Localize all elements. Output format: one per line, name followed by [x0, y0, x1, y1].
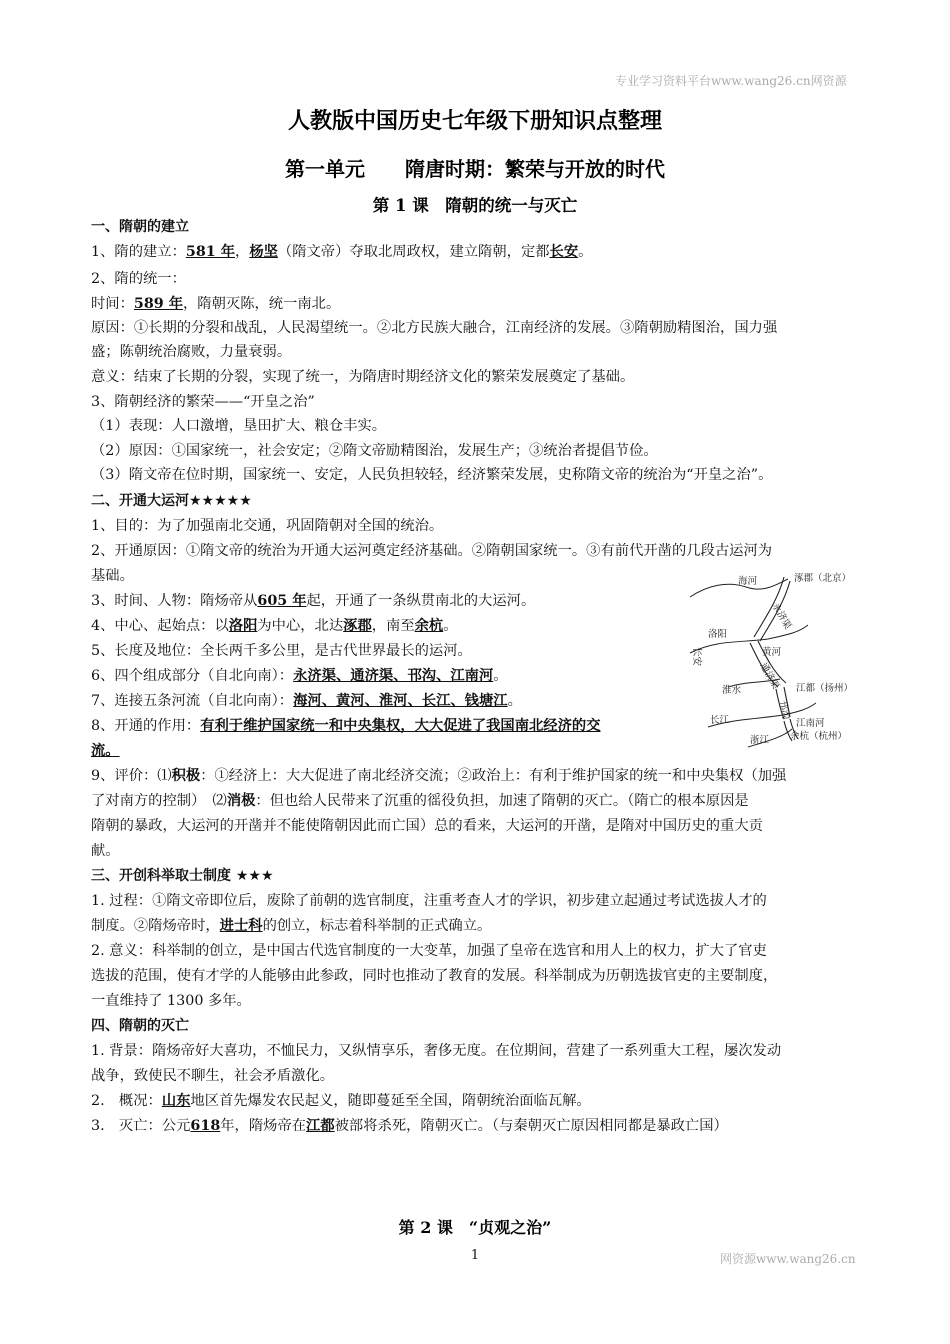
text-line: 献。 [91, 843, 120, 859]
section-1-heading: 一、隋朝的建立 [91, 219, 189, 235]
map-label: 通济渠 [757, 661, 782, 692]
text-line: 5、长度及地位：全长两千多公里，是古代世界最长的运河。 [91, 643, 472, 659]
map-label: 江都（扬州） [796, 683, 854, 694]
text-line: 1、目的：为了加强南北交通，巩固隋朝对全国的统治。 [91, 518, 444, 534]
unit-title: 第一单元 隋唐时期：繁荣与开放的时代 [285, 157, 665, 181]
map-label: 淮水 [722, 685, 742, 696]
section-4-heading: 四、隋朝的灭亡 [91, 1018, 189, 1034]
section-2-heading: 二、开通大运河★★★★★ [91, 493, 252, 509]
document-title: 人教版中国历史七年级下册知识点整理 [287, 109, 662, 134]
map-label: 邗沟 [777, 699, 792, 721]
text-line: 8、开通的作用：有利于维护国家统一和中央集权，大大促进了我国南北经济的交 [91, 718, 601, 734]
text-line: 选拔的范围，使有才学的人能够由此参政，同时也推动了教育的发展。科举制成为历朝选拔官吏的主要制度， [91, 968, 778, 984]
map-label: 长江 [710, 715, 730, 726]
map-label: 浙江 [750, 735, 770, 746]
text-line: 一直维持了 1300 多年。 [91, 993, 251, 1009]
lesson-1-title: 第 1 课 隋朝的统一与灭亡 [372, 196, 578, 215]
section-3-heading: 三、开创科举取士制度 ★★★ [91, 868, 274, 884]
text-line: 隋朝的暴政，大运河的开凿并不能使隋朝因此而亡国）总的看来，大运河的开凿，是隋对中国历史的重大贡 [91, 818, 763, 834]
watermark-bottom: 网资源www.wang26.cn [720, 1252, 856, 1266]
text-line: 意义：结束了长期的分裂，实现了统一，为隋唐时期经济文化的繁荣发展奠定了基础。 [91, 369, 635, 385]
grand-canal-map [688, 569, 866, 751]
text-line: 2. 概况：山东地区首先爆发农民起义，随即蔓延至全国，隋朝统治面临瓦解。 [91, 1093, 591, 1109]
map-label: 黄河 [762, 647, 782, 658]
map-label: 永济渠 [769, 601, 794, 632]
text-line: 基础。 [91, 568, 134, 584]
text-line: 制度。②隋炀帝时，进士科的创立，标志着科举制的正式确立。 [91, 918, 492, 934]
map-label: 海河 [738, 576, 758, 587]
watermark-top: 专业学习资料平台www.wang26.cn网资源 [615, 74, 847, 88]
text-line: 战争，致使民不聊生，社会矛盾激化。 [91, 1068, 335, 1084]
text-line: 3. 灭亡：公元618年，隋炀帝在江都被部将杀死，隋朝灭亡。（与秦朝灭亡原因相同都是暴政亡国） [91, 1118, 728, 1134]
text-line: 了对南方的控制） ⑵消极：但也给人民带来了沉重的徭役负担，加速了隋朝的灭亡。（隋亡的根本原因是 [91, 793, 749, 809]
map-label: 洛阳 [708, 629, 728, 640]
text-line: 流。 [91, 743, 120, 759]
map-label: 长安 [691, 647, 702, 667]
text-line: （3）隋文帝在位时期，国家统一、安定，人民负担较轻，经济繁荣发展，史称隋文帝的统治为“开皇之治”。 [91, 467, 773, 483]
text-line: 时间：589 年，隋朝灭陈，统一南北。 [91, 296, 341, 312]
text-line: 盛；陈朝统治腐败，力量衰弱。 [91, 344, 292, 360]
lesson-2-title: 第 2 课 “贞观之治” [398, 1218, 552, 1237]
text-line: （2）原因：①国家统一，社会安定；②隋文帝励精图治，发展生产；③统治者提倡节俭。 [91, 443, 658, 459]
text-line: 6、四个组成部分（自北向南）：永济渠、通济渠、邗沟、江南河。 [91, 668, 508, 684]
text-line: 3、时间、人物：隋炀帝从605 年起，开通了一条纵贯南北的大运河。 [91, 593, 536, 609]
text-line: 2、隋的统一： [91, 271, 186, 287]
text-line: 3、隋朝经济的繁荣——“开皇之治” [91, 394, 315, 410]
text-line: 1、隋的建立：581 年，杨坚（隋文帝）夺取北周政权，建立隋朝，定都长安。 [91, 244, 593, 260]
text-line: 4、中心、起始点：以洛阳为中心，北达涿郡，南至余杭。 [91, 618, 458, 634]
text-line: 9、评价：⑴积极：①经济上：大大促进了南北经济交流；②政治上：有利于维护国家的统一和中央集权（加强 [91, 768, 787, 784]
text-line: 7、连接五条河流（自北向南）：海河、黄河、淮河、长江、钱塘江。 [91, 693, 522, 709]
page-number: 1 [470, 1248, 480, 1263]
map-label: 涿郡（北京） [794, 573, 852, 584]
text-line: 2. 意义：科举制的创立，是中国古代选官制度的一大变革，加强了皇帝在选官和用人上的权力，扩大了官吏 [91, 943, 767, 959]
text-line: 1. 背景：隋炀帝好大喜功，不恤民力，又纵情享乐，奢侈无度。在位期间，营建了一系列重大工程，屡次发动 [91, 1043, 782, 1059]
text-line: 原因：①长期的分裂和战乱，人民渴望统一。②北方民族大融合，江南经济的发展。③隋朝励精图治，国力强 [91, 320, 778, 336]
text-line: （1）表现：人口激增，垦田扩大、粮仓丰实。 [91, 418, 387, 434]
map-label: 江南河 [796, 718, 825, 729]
text-line: 1. 过程：①隋文帝即位后，废除了前朝的选官制度，注重考查人才的学识，初步建立起通过考试选拔人才的 [91, 893, 767, 909]
text-line: 2、开通原因：①隋文帝的统治为开通大运河奠定经济基础。②隋朝国家统一。③有前代开凿的几段古运河为 [91, 543, 773, 559]
map-label: 余杭（杭州） [790, 731, 848, 742]
